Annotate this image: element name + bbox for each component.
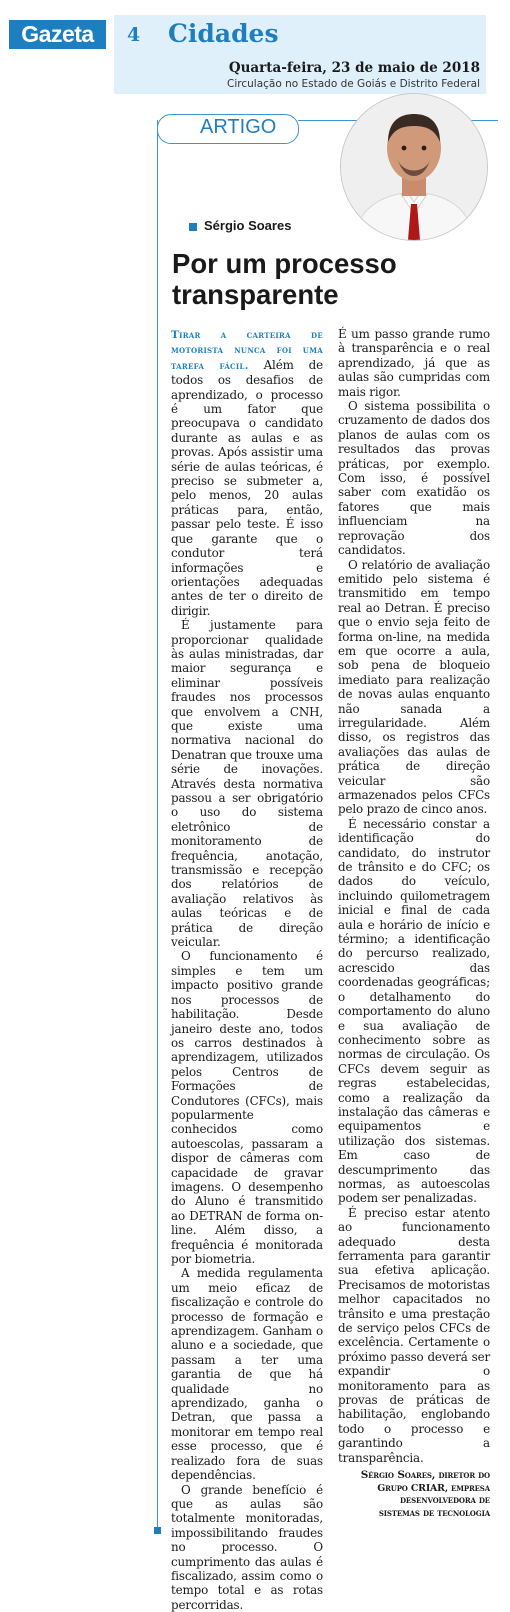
body-paragraph: O funcionamento é simples e tem um impacto positivo grande nos processos de habilitação. Desde janeiro deste ano, todos os carros destinados à aprendizagem, utilizados pelos Centros de Formações de Condutores (CFCs), mais popularmente conhecidos como autoescolas, passaram a dispor de câmeras com capacidade de gravar imagens. O desempenho do Aluno é transmitido ao DETRAN de forma on-line. Além disso, a frequência é monitorada por biometria. — [171, 949, 323, 1266]
section-title: Cidades — [168, 19, 279, 48]
signature-line-3: sistemas de tecnologia — [379, 1508, 490, 1519]
paragraph-text: Além de todos os desafios de aprendizado, o processo é um fator que preocupava o candidato durante as aulas e as provas. Após assistir uma série de aulas teóricas, é preciso se submeter a, pelo menos, 20 aulas práticas para, então, passar pelo teste. É isso que garante que o condutor terá informações e orientações adequadas antes de ter o direito de dirigir. — [171, 358, 323, 618]
body-paragraph: É um passo grande rumo à transparência e o real aprendizado, já que as aulas são cumpridas com mais rigor. — [338, 327, 490, 399]
frame-end-square — [154, 1527, 161, 1534]
headline-line-2: transparente — [172, 279, 339, 310]
page-number: 4 — [127, 24, 140, 46]
author-signature — [338, 1469, 490, 1520]
signature-line-1: diretor do Grupo CRIAR, empresa — [377, 1470, 490, 1494]
author-marker-square — [189, 223, 197, 231]
newspaper-logo: Gazeta — [9, 20, 106, 49]
body-paragraph: É necessário constar a identificação do candidato, do instrutor de trânsito e do CFC; os dados do veículo, incluindo quilometragem inicial e final de cada aula e horário de início e término; a identificação do percurso realizado, acrescido das coordenadas geográficas; o detalhamento do comportamento do aluno e sua avaliação de conhecimento sobre as normas de circulação. Os CFCs devem seguir as regras estabelecidas, como a realização da instalação das câmeras e equipamentos e utilização dos sistemas. Em caso de descumprimento das normas, as autoescolas podem ser penalizadas. — [338, 817, 490, 1206]
circulation-line: Circulação no Estado de Goiás e Distrito Federal — [227, 78, 480, 90]
author-byline: Sérgio Soares — [204, 218, 291, 233]
body-paragraph: O relatório de avaliação emitido pelo sistema é transmitido em tempo real ao Detran. É preciso que o envio seja feito de forma on-line, na medida em que ocorre a aula, sob pena de bloqueio imediato para realização de novas aulas enquanto não sanada a irregularidade. Além disso, os registros das avaliações das aulas de prática de direção veicular são armazenados pelos CFCs pelo prazo de cinco anos. — [338, 558, 490, 817]
author-photo — [340, 93, 488, 241]
body-paragraph: O sistema possibilita o cruzamento de dados dos planos de aulas com os resultados das provas práticas, por exemplo. Com isso, é possível saber com exatidão os fatores que mais influenciam na reprovação dos candidatos. — [338, 399, 490, 557]
signature-line-2: desenvolvedora de — [400, 1495, 490, 1506]
body-column-left — [171, 327, 323, 1612]
body-paragraph: É preciso estar atento ao funcionamento adequado desta ferramenta para garantir sua efetiva aplicação. Precisamos de motoristas melhor capacitados no trânsito e uma prestação de serviço pelos CFCs de excelência. Certamente o próximo passo deverá ser expandir o monitoramento para as provas de práticas de habilitação, englobando todo o processo e garantindo a transparência. — [338, 1206, 490, 1465]
kicker-label: ARTIGO — [200, 116, 276, 139]
signature-name: Sérgio Soares, — [361, 1469, 436, 1481]
body-column-right — [338, 327, 490, 1520]
body-paragraph — [171, 327, 323, 618]
body-paragraph: A medida regulamenta um meio eficaz de fiscalização e controle do processo de formação e aprendizagem. Ganham o aluno e a sociedade, que passam a ter uma garantia de que há qualidade no aprendizado, ganha o Detran, que passa a monitorar em tempo real esse processo, que é realizado fora de suas dependências. — [171, 1266, 323, 1482]
body-paragraph: O grande benefício é que as aulas são totalmente monitoradas, impossibilitando fraudes no processo. O cumprimento das aulas é fiscalizado, assim como o tempo total e as rotas percorridas. — [171, 1483, 323, 1612]
body-paragraph: É justamente para proporcionar qualidade às aulas ministradas, dar maior segurança e eliminar possíveis fraudes nos processos que envolvem a CNH, que existe uma normativa nacional do Denatran que trouxe uma série de inovações. Através desta normativa passou a ser obrigatório o uso do sistema eletrônico de monitoramento de frequência, anotação, transmissão e recepção dos relatórios de avaliação relativos às aulas teóricas e de prática de direção veicular. — [171, 618, 323, 949]
issue-date: Quarta-feira, 23 de maio de 2018 — [229, 60, 480, 76]
author-portrait-illustration — [341, 94, 487, 240]
lead-in: Tirar a carteira de motorista nunca foi uma tarefa fácil. — [171, 329, 323, 372]
headline-line-1: Por um processo — [172, 248, 397, 279]
headline — [172, 248, 472, 310]
article-frame-left-rule — [157, 120, 158, 1530]
